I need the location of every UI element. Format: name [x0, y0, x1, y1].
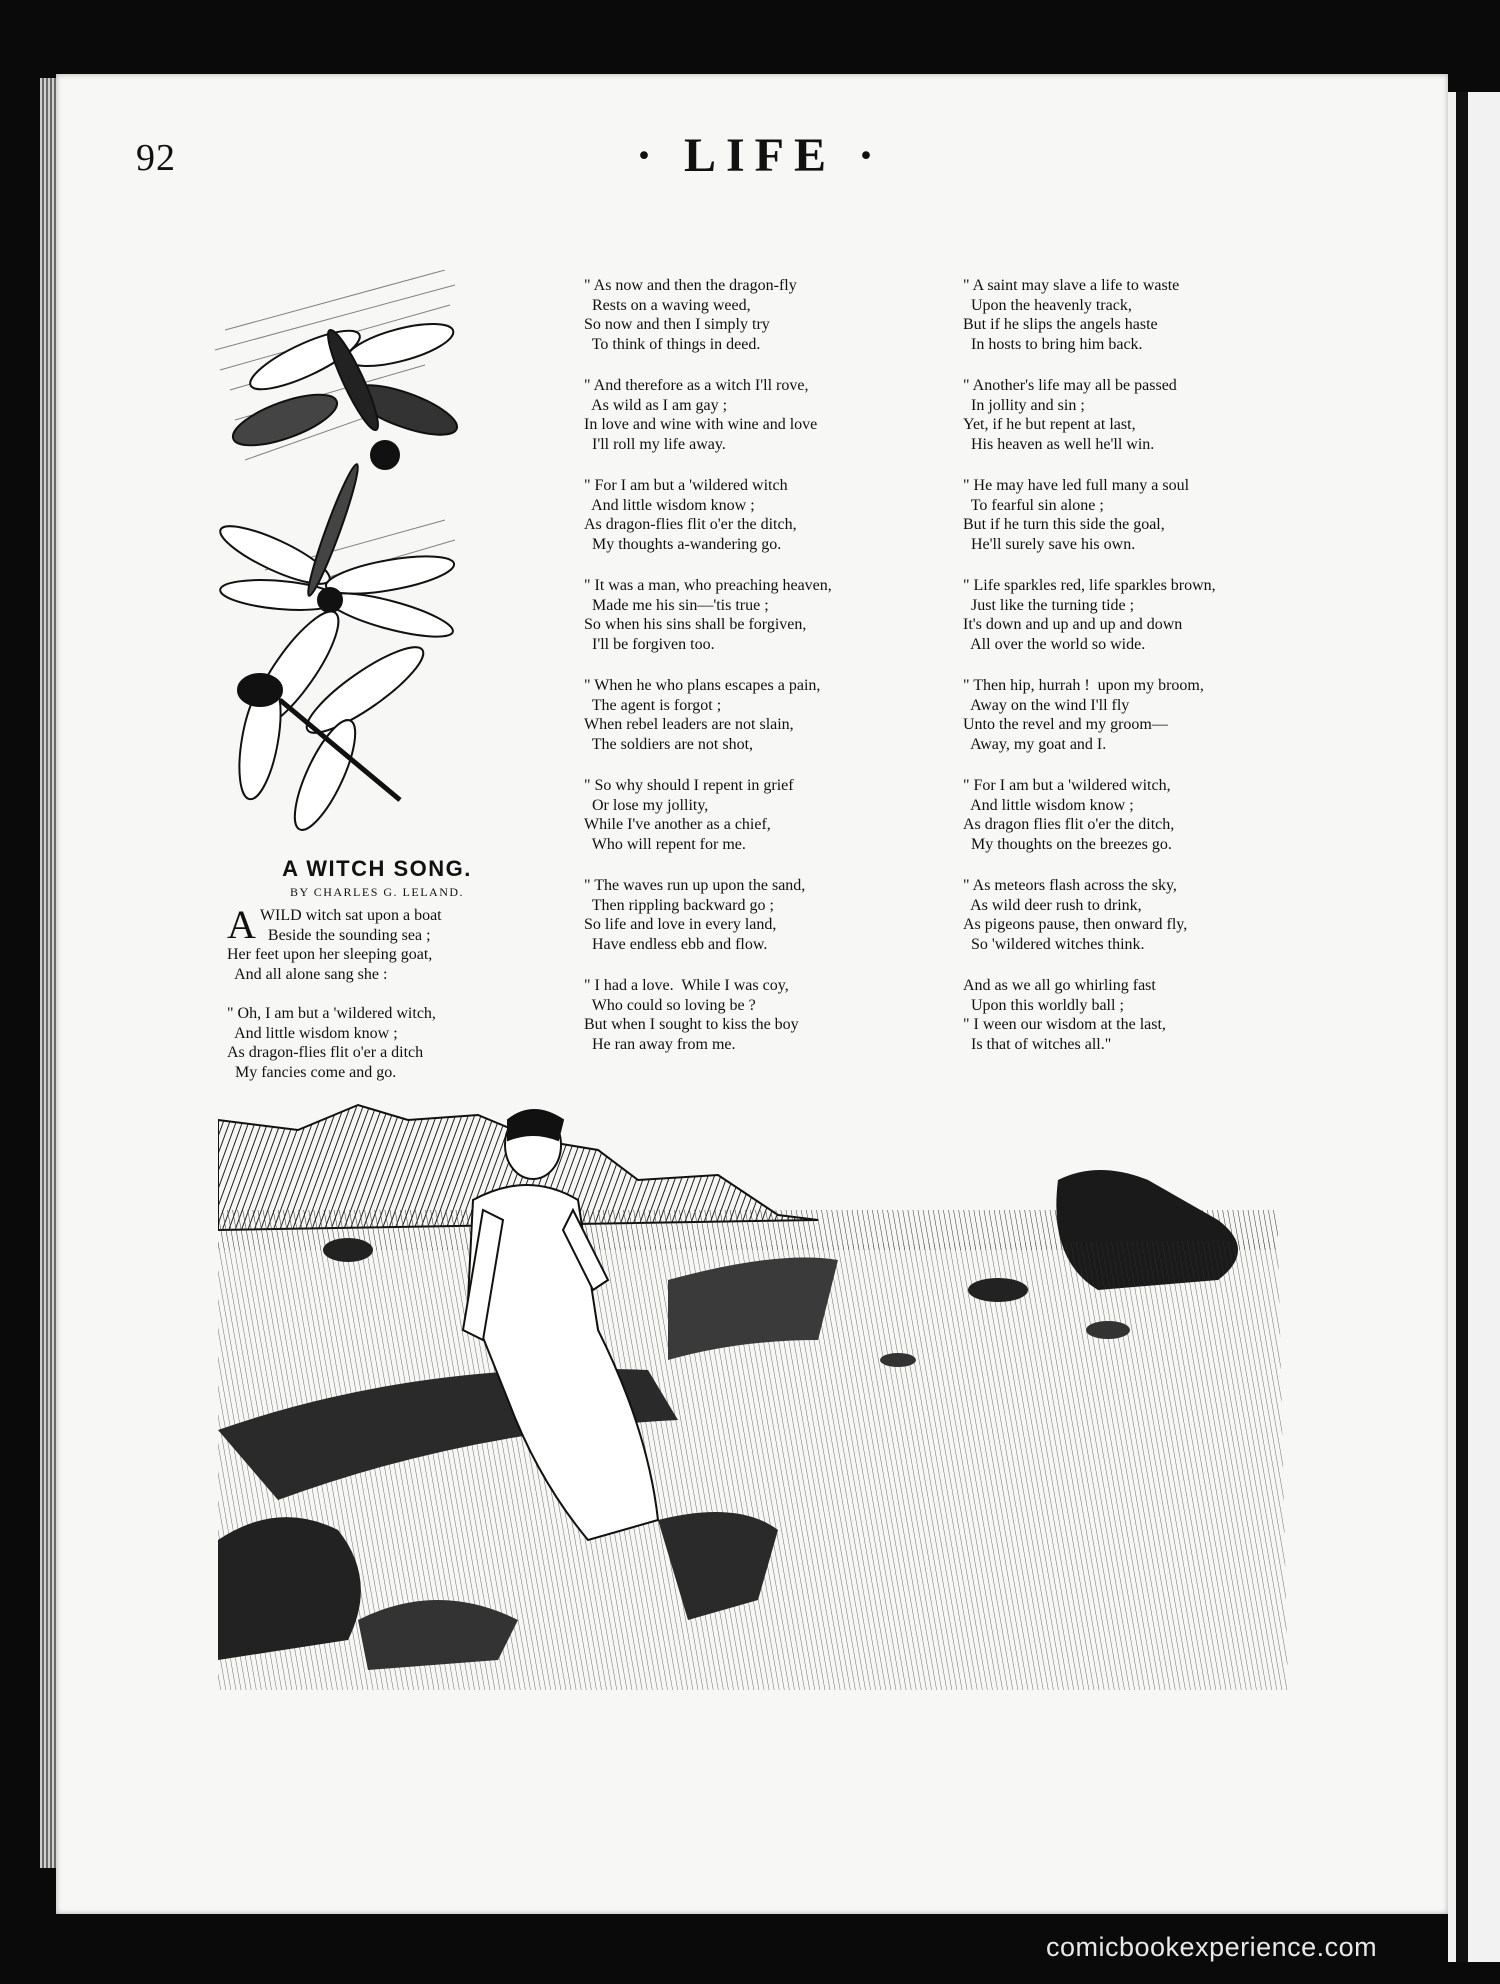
poem-line: In jollity and sin ; — [963, 396, 1085, 414]
poem-line: " When he who plans escapes a pain, — [584, 677, 821, 694]
next-page-edge — [1448, 92, 1500, 1962]
stanza — [963, 576, 1303, 654]
poem-line: Who could so loving be ? — [584, 996, 756, 1014]
stanza — [963, 276, 1303, 354]
poem-line: Unto the revel and my groom— — [963, 716, 1168, 733]
watermark: comicbookexperience.com — [1046, 1932, 1378, 1962]
dragonfly-3 — [232, 601, 433, 837]
poem-line: " As meteors flash across the sky, — [963, 877, 1177, 894]
poem-line: While I've another as a chief, — [584, 816, 771, 833]
stanza — [584, 576, 914, 654]
dragonfly-1 — [227, 315, 462, 469]
poem-line: As wild as I am gay ; — [584, 396, 728, 414]
poem-line: " And therefore as a witch I'll rove, — [584, 377, 809, 394]
poem-title: A WITCH SONG. — [282, 856, 472, 881]
stanza — [584, 676, 914, 754]
masthead: · LIFE · — [635, 129, 885, 182]
poem-line: As dragon-flies flit o'er a ditch — [227, 1044, 424, 1061]
poem-line: " The waves run up upon the sand, — [584, 877, 806, 894]
poem-line: Then rippling backward go ; — [584, 896, 774, 914]
poem-line: My thoughts on the breezes go. — [963, 835, 1172, 853]
poem-line: So when his sins shall be forgiven, — [584, 616, 807, 633]
poem-line: " Life sparkles red, life sparkles brown, — [963, 577, 1216, 594]
poem-line: So now and then I simply try — [584, 316, 770, 333]
poem-line: All over the world so wide. — [963, 635, 1146, 653]
poem-line: My fancies come and go. — [227, 1063, 397, 1081]
stanza — [963, 376, 1303, 454]
stanza — [227, 902, 527, 984]
poem-line: " It was a man, who preaching heaven, — [584, 577, 832, 594]
poem-line: And little wisdom know ; — [584, 496, 755, 514]
poem-line: Away on the wind I'll fly — [963, 696, 1130, 714]
poem-line: To think of things in deed. — [584, 335, 761, 353]
poem-line: Rests on a waving weed, — [584, 296, 751, 314]
poem-line: WILD witch sat upon a boat — [259, 907, 442, 924]
poem-line: But if he turn this side the goal, — [963, 516, 1165, 533]
poem-line: Who will repent for me. — [584, 835, 746, 853]
stanza — [227, 1004, 527, 1082]
poem-line: As dragon-flies flit o'er the ditch, — [584, 516, 797, 533]
poem-line: " Then hip, hurrah ! upon my broom, — [963, 677, 1204, 694]
poem-line: So life and love in every land, — [584, 916, 777, 933]
poem-line: To fearful sin alone ; — [963, 496, 1104, 514]
poem-line: " So why should I repent in grief — [584, 777, 794, 794]
stanza — [963, 676, 1303, 754]
poem-column-3 — [963, 276, 1303, 1076]
poem-line: " He may have led full many a soul — [963, 477, 1190, 494]
poem-line: Away, my goat and I. — [963, 735, 1107, 753]
poem-line: Or lose my jollity, — [584, 796, 709, 814]
poem-line: Just like the turning tide ; — [963, 596, 1135, 614]
poem-line: But when I sought to kiss the boy — [584, 1016, 799, 1033]
poem-line: As dragon flies flit o'er the ditch, — [963, 816, 1175, 833]
poem-line: He ran away from me. — [584, 1035, 736, 1053]
poem-line: My thoughts a-wandering go. — [584, 535, 782, 553]
poem-line: In hosts to bring him back. — [963, 335, 1143, 353]
poem-line: So 'wildered witches think. — [963, 935, 1145, 953]
stanza — [963, 976, 1303, 1054]
poem-line: I'll roll my life away. — [584, 435, 726, 453]
page-number: 92 — [136, 137, 176, 179]
stanza — [584, 976, 914, 1054]
poem-line: " Another's life may all be passed — [963, 377, 1177, 394]
stanza — [584, 776, 914, 854]
poem-line: " I ween our wisdom at the last, — [963, 1016, 1166, 1033]
poem-line: " For I am but a 'wildered witch, — [963, 777, 1171, 794]
poem-line: " For I am but a 'wildered witch — [584, 477, 788, 494]
drop-cap: A — [227, 902, 256, 947]
poem-column-2 — [584, 276, 914, 1076]
stanza — [584, 376, 914, 454]
poem-line: He'll surely save his own. — [963, 535, 1136, 553]
poem-line: In love and wine with wine and love — [584, 416, 818, 433]
poem-line: I'll be forgiven too. — [584, 635, 715, 653]
poem-line: Have endless ebb and flow. — [584, 935, 768, 953]
stanza — [584, 276, 914, 354]
poem-line: Made me his sin—'tis true ; — [584, 596, 769, 614]
witch-on-beach-illustration — [218, 1100, 1318, 1690]
poem-line: Is that of witches all." — [963, 1035, 1112, 1053]
poem-line: Beside the sounding sea ; — [259, 926, 431, 944]
poem-line: As pigeons pause, then onward fly, — [963, 916, 1188, 933]
stanza — [584, 876, 914, 954]
poem-line: " A saint may slave a life to waste — [963, 277, 1180, 294]
stanza — [963, 876, 1303, 954]
poem-line: And little wisdom know ; — [963, 796, 1134, 814]
poem-line: And as we all go whirling fast — [963, 977, 1156, 994]
poem-line: Yet, if he but repent at last, — [963, 416, 1136, 433]
dragonflies-illustration — [205, 270, 465, 850]
poem-line: His heaven as well he'll win. — [963, 435, 1155, 453]
poem-line: When rebel leaders are not slain, — [584, 716, 794, 733]
poem-line: As wild deer rush to drink, — [963, 896, 1142, 914]
stanza — [963, 476, 1303, 554]
stanza — [963, 776, 1303, 854]
poem-line: " Oh, I am but a 'wildered witch, — [227, 1005, 436, 1022]
poem-line: And little wisdom know ; — [227, 1024, 398, 1042]
stanza — [584, 476, 914, 554]
poem-line: The soldiers are not shot, — [584, 735, 754, 753]
poem-line: It's down and up and up and down — [963, 616, 1183, 633]
poem-column-1 — [227, 902, 527, 1104]
poem-line: Her feet upon her sleeping goat, — [227, 946, 433, 963]
poem-byline: BY CHARLES G. LELAND. — [289, 885, 465, 899]
poem-line: Upon this worldly ball ; — [963, 996, 1124, 1014]
poem-line: And all alone sang she : — [227, 965, 388, 983]
poem-line: The agent is forgot ; — [584, 696, 722, 714]
poem-line: " I had a love. While I was coy, — [584, 977, 789, 994]
poem-line: " As now and then the dragon-fly — [584, 277, 797, 294]
poem-line: But if he slips the angels haste — [963, 316, 1158, 333]
poem-line: Upon the heavenly track, — [963, 296, 1132, 314]
